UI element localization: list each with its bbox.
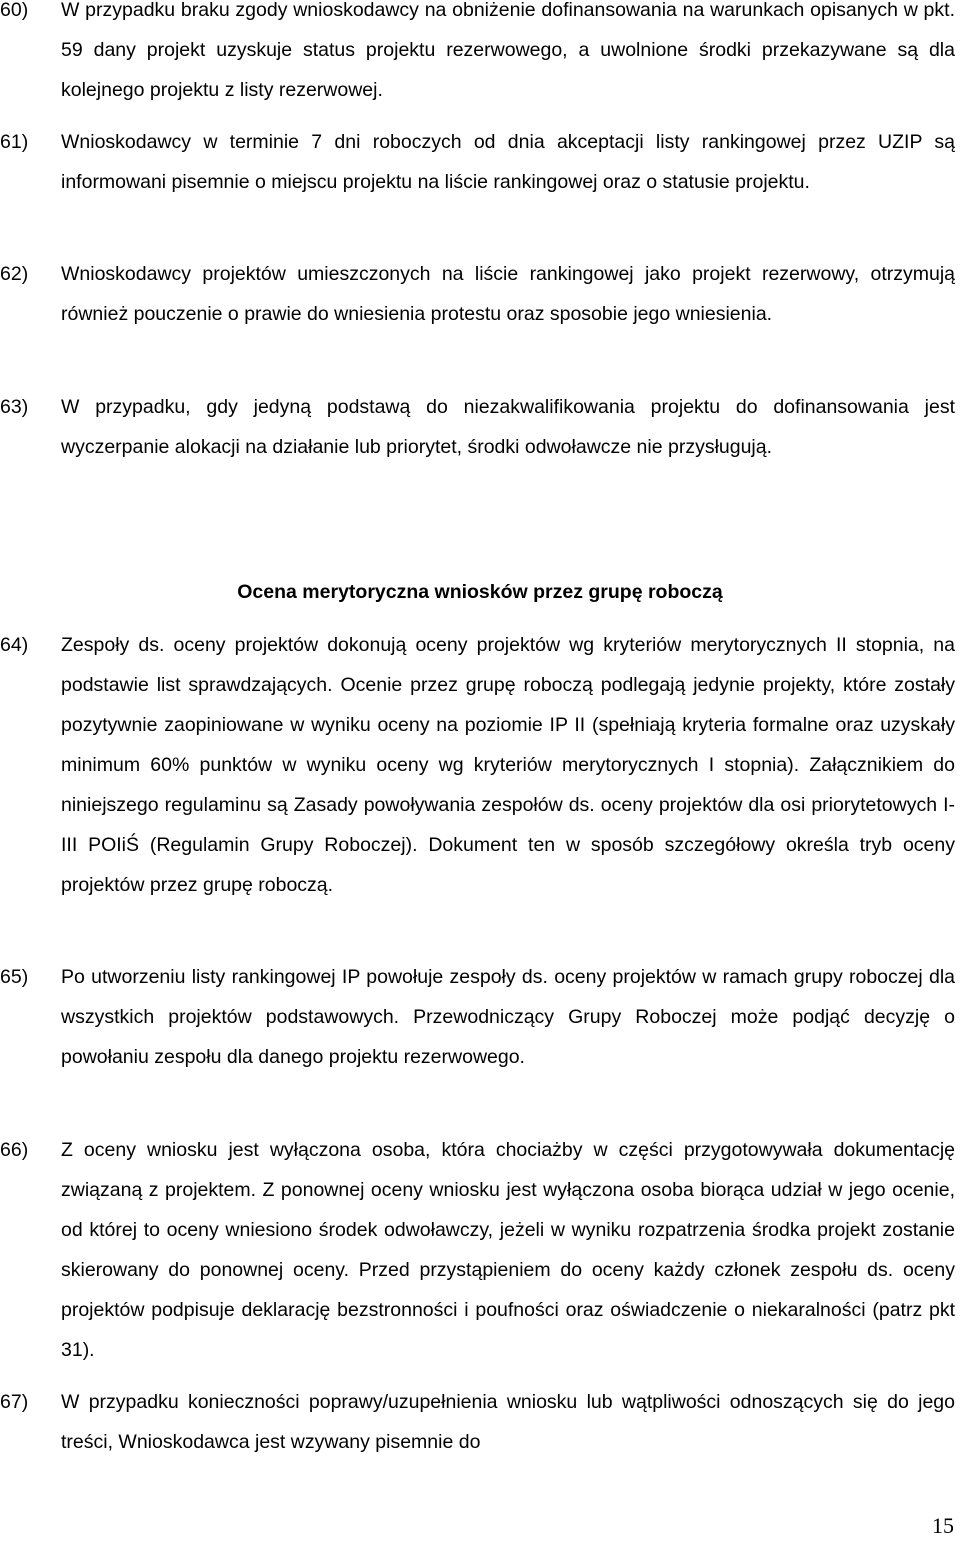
item-number: 63)	[0, 396, 29, 418]
item-text: W przypadku konieczności poprawy/uzupełnienia wniosku lub wątpliwości odnoszących się do jego treści, Wnioskodawca jest wzywany pisemnie do	[61, 1391, 955, 1453]
section-heading: Ocena merytoryczna wniosków przez grupę roboczą	[237, 581, 723, 603]
item-text: Wnioskodawcy w terminie 7 dni roboczych od dnia akceptacji listy rankingowej przez UZIP są informowani pisemnie o miejscu projektu na liście rankingowej oraz o statusie projektu.	[61, 131, 955, 193]
list-item-60	[0, 0, 960, 110]
item-number: 66)	[0, 1139, 29, 1161]
item-text: Wnioskodawcy projektów umieszczonych na liście rankingowej jako projekt rezerwowy, otrzymują również pouczenie o prawie do wniesienia protestu oraz sposobie jego wniesienia.	[61, 263, 955, 325]
item-text: W przypadku, gdy jedyną podstawą do niezakwalifikowania projektu do dofinansowania jest wyczerpanie alokacji na działanie lub priorytet, środki odwoławcze nie przysługują.	[61, 396, 955, 458]
page-number: 15	[932, 1513, 954, 1538]
item-text: Z oceny wniosku jest wyłączona osoba, która chociażby w części przygotowywała dokumentację związaną z projektem. Z ponownej oceny wniosku jest wyłączona osoba biorąca udział w jego ocenie, od której to oceny wniesiono środek odwoławczy, jeżeli w wyniku rozpatrzenia środka projekt zostanie skierowany do ponownej oceny. Przed przystąpieniem do oceny każdy członek zespołu ds. oceny projektów podpisuje deklarację bezstronności i poufności oraz oświadczenie o niekaralności (patrz pkt 31).	[61, 1139, 955, 1361]
item-number: 67)	[0, 1391, 29, 1413]
item-number: 65)	[0, 966, 29, 988]
list-item-67	[0, 1382, 960, 1462]
list-item-61	[0, 122, 960, 202]
item-text: Zespoły ds. oceny projektów dokonują oceny projektów wg kryteriów merytorycznych II stopnia, na podstawie list sprawdzających. Ocenie przez grupę roboczą podlegają jedynie projekty, które zostały pozytywnie zaopiniowane w wyniku oceny na poziomie IP II (spełniają kryteria formalne oraz uzyskały minimum 60% punktów w wyniku oceny wg kryteriów merytorycznych I stopnia). Załącznikiem do niniejszego regulaminu są Zasady powoływania zespołów ds. oceny projektów dla osi priorytetowych I-III POIiŚ (Regulamin Grupy Roboczej). Dokument ten w sposób szczegółowy określa tryb oceny projektów przez grupę roboczą.	[61, 634, 955, 896]
item-number: 64)	[0, 634, 29, 656]
item-number: 61)	[0, 131, 29, 153]
item-number: 62)	[0, 263, 29, 285]
list-item-64	[0, 625, 960, 905]
list-item-63	[0, 387, 960, 467]
item-text: W przypadku braku zgody wnioskodawcy na obniżenie dofinansowania na warunkach opisanych w pkt. 59 dany projekt uzyskuje status projektu rezerwowego, a uwolnione środki przekazywane są dla kolejnego projektu z listy rezerwowej.	[61, 0, 955, 101]
item-text: Po utworzeniu listy rankingowej IP powołuje zespoły ds. oceny projektów w ramach grupy roboczej dla wszystkich projektów podstawowych. Przewodniczący Grupy Roboczej może podjąć decyzję o powołaniu zespołu dla danego projektu rezerwowego.	[61, 966, 955, 1068]
list-item-62	[0, 254, 960, 334]
list-item-65	[0, 957, 960, 1077]
list-item-66	[0, 1130, 960, 1370]
item-number: 60)	[0, 0, 29, 21]
